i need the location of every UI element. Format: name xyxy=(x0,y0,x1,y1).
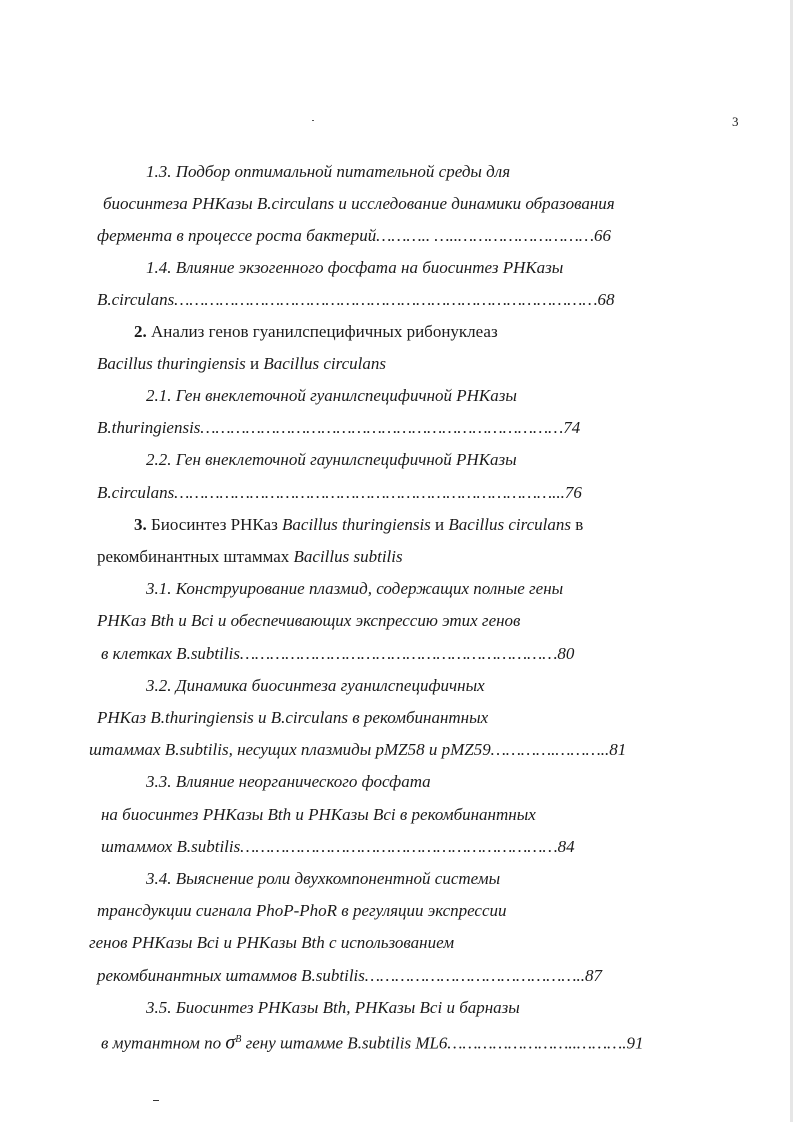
toc-entry-2-1-line2: B.thuringiensis………………………………………………………………74 xyxy=(97,418,581,437)
toc-entry-1-3-line2: биосинтеза РНКазы B.circulans и исследование динамики образования xyxy=(103,194,615,213)
preposition: в xyxy=(571,515,584,534)
toc-entry-2-1-title: 2.1. Ген внеклеточной гуанилспецифичной РНКазы xyxy=(146,386,517,405)
toc-entry-3-1-line2: РНКаз Bth и Bci и обеспечивающих экспрессию этих генов xyxy=(97,611,521,630)
toc-entry-3-2-line2: РНКаз B.thuringiensis и B.circulans в рекомбинантных xyxy=(97,708,489,727)
entry-3-5-text-2: гену штамме B.subtilis ML6……………………..……….91 xyxy=(241,1033,644,1053)
toc-entry-2-2-title: 2.2. Ген внеклеточной гаунилспецифичной РНКазы xyxy=(146,450,517,469)
species-bci: Bacillus circulans xyxy=(448,515,571,534)
sigma-superscript: B xyxy=(235,1034,242,1045)
scan-speck xyxy=(312,120,314,121)
toc-entry-2-2-line2: B.circulans…………………………………………………………………...76 xyxy=(97,483,582,502)
species-bth: Bacillus thuringiensis xyxy=(97,354,246,373)
toc-entry-3-1-line3: в клетках B.subtilis………………………………………………………80 xyxy=(101,644,575,663)
toc-entry-3-3-line2: на биосинтез РНКазы Bth и РНКазы Bci в рекомбинантных xyxy=(101,805,536,824)
toc-entry-3-4-title: 3.4. Выяснение роли двухкомпонентной системы xyxy=(146,869,501,888)
entry-3-5-text: в мутантном по xyxy=(101,1033,226,1053)
toc-entry-3-4-line4: рекомбинантных штаммов B.subtilis……………………………………..87 xyxy=(97,966,603,985)
conjunction: и xyxy=(245,354,264,373)
species-bsu: Bacillus subtilis xyxy=(293,547,403,566)
toc-section-2-title xyxy=(134,322,498,342)
toc-entry-1-4-line2: B.circulans…………………………………………………………………………68 xyxy=(97,290,615,309)
toc-entry-3-2-title: 3.2. Динамика биосинтеза гуанилспецифичных xyxy=(146,676,485,695)
species-bth: Bacillus thuringiensis xyxy=(282,515,431,534)
toc-entry-1-3-line3: фермента в процессе роста бактерий……….. …..………………………66 xyxy=(97,226,612,245)
section-2-text: Анализ генов гуанилспецифичных рибонуклеаз xyxy=(146,322,498,341)
section-3-text-2: рекомбинантных штаммах xyxy=(97,547,294,566)
species-bci: Bacillus circulans xyxy=(263,354,386,373)
toc-section-3-title xyxy=(134,515,583,535)
toc-section-3-line2 xyxy=(97,547,403,567)
toc-entry-3-3-title: 3.3. Влияние неорганического фосфата xyxy=(146,772,431,791)
conjunction: и xyxy=(430,515,449,534)
section-3-number: 3. xyxy=(134,515,147,534)
toc-entry-1-4-title: 1.4. Влияние экзогенного фосфата на биосинтез РНКазы xyxy=(146,258,564,277)
toc-entry-3-5-title: 3.5. Биосинтез РНКазы Bth, РНКазы Bci и барназы xyxy=(146,998,520,1017)
toc-entry-3-3-line3: штаммох B.subtilis………………………………………………………84 xyxy=(101,837,575,856)
toc-entry-3-4-line2: трансдукции сигнала PhoP-PhoR в регуляции экспрессии xyxy=(97,901,507,920)
section-2-number: 2. xyxy=(134,322,147,341)
page-number: 3 xyxy=(732,114,739,129)
toc-entry-1-3-title: 1.3. Подбор оптимальной питательной среды для xyxy=(146,162,511,181)
scan-mark xyxy=(153,1100,159,1101)
section-3-text: Биосинтез РНКаз xyxy=(146,515,283,534)
toc-entry-3-1-title: 3.1. Конструирование плазмид, содержащих полные гены xyxy=(146,579,564,598)
toc-entry-3-4-line3: генов РНКазы Bci и РНКазы Bth с использованием xyxy=(89,933,455,952)
sigma-symbol: σ xyxy=(225,1031,236,1054)
toc-entry-3-2-line3: штаммах B.subtilis, несущих плазмиды pMZ58 и pMZ59………….………..81 xyxy=(89,740,627,759)
toc-section-2-line2 xyxy=(97,354,386,374)
toc-entry-3-5-line2 xyxy=(101,1030,643,1054)
